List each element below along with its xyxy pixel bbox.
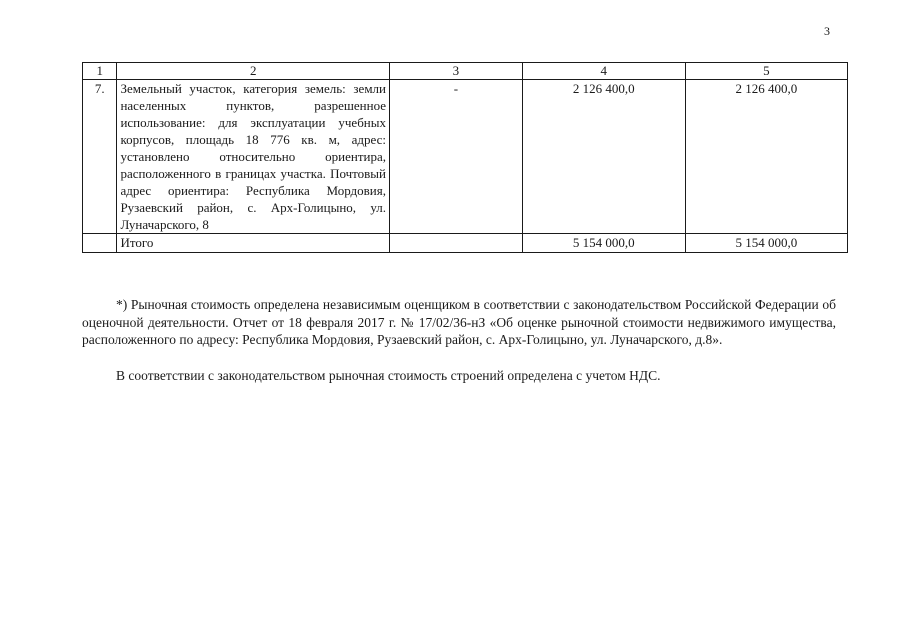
row-col5-value: 2 126 400,0 xyxy=(685,80,847,234)
row-col4-value: 2 126 400,0 xyxy=(522,80,685,234)
row-col3-value: - xyxy=(390,80,523,234)
header-cell-4: 4 xyxy=(522,63,685,80)
total-row xyxy=(83,234,848,253)
total-empty-cell xyxy=(83,234,117,253)
header-cell-1: 1 xyxy=(83,63,117,80)
total-col5-value: 5 154 000,0 xyxy=(685,234,847,253)
total-label: Итого xyxy=(117,234,390,253)
property-table xyxy=(82,62,848,253)
table-header-row xyxy=(83,63,848,80)
header-cell-2: 2 xyxy=(117,63,390,80)
vat-note: В соответствии с законодательством рыночная стоимость строений определена с учетом НДС. xyxy=(116,368,661,383)
valuation-footnote: *) Рыночная стоимость определена независимым оценщиком в соответствии с законодательством Российской Федерации об оценочной деятельности. Отчет от 18 февраля 2017 г. № 17/02/36-нЗ «Об оценке рыночной стоимости недвижимого имущества, расположенного по адресу: Республика Мордовия, Рузаевский район, с. Арх-Голицыно, ул. Луначарского, д.8». xyxy=(82,297,836,347)
header-cell-5: 5 xyxy=(685,63,847,80)
total-col4-value: 5 154 000,0 xyxy=(522,234,685,253)
table-row xyxy=(83,80,848,234)
page-number: 3 xyxy=(824,24,830,38)
header-cell-3: 3 xyxy=(390,63,523,80)
row-number: 7. xyxy=(83,80,117,234)
row-description: Земельный участок, категория земель: земли населенных пунктов, разрешенное использование: для эксплуатации учебных корпусов, площадь 18 776 кв. м, адрес: установлено относительно ориентира, расположенного в границах участка. Почтовый адрес ориентира: Республика Мордовия, Рузаевский район, с. Арх-Голицыно, ул. Луначарского, 8 xyxy=(117,80,390,234)
total-empty-cell-3 xyxy=(390,234,523,253)
